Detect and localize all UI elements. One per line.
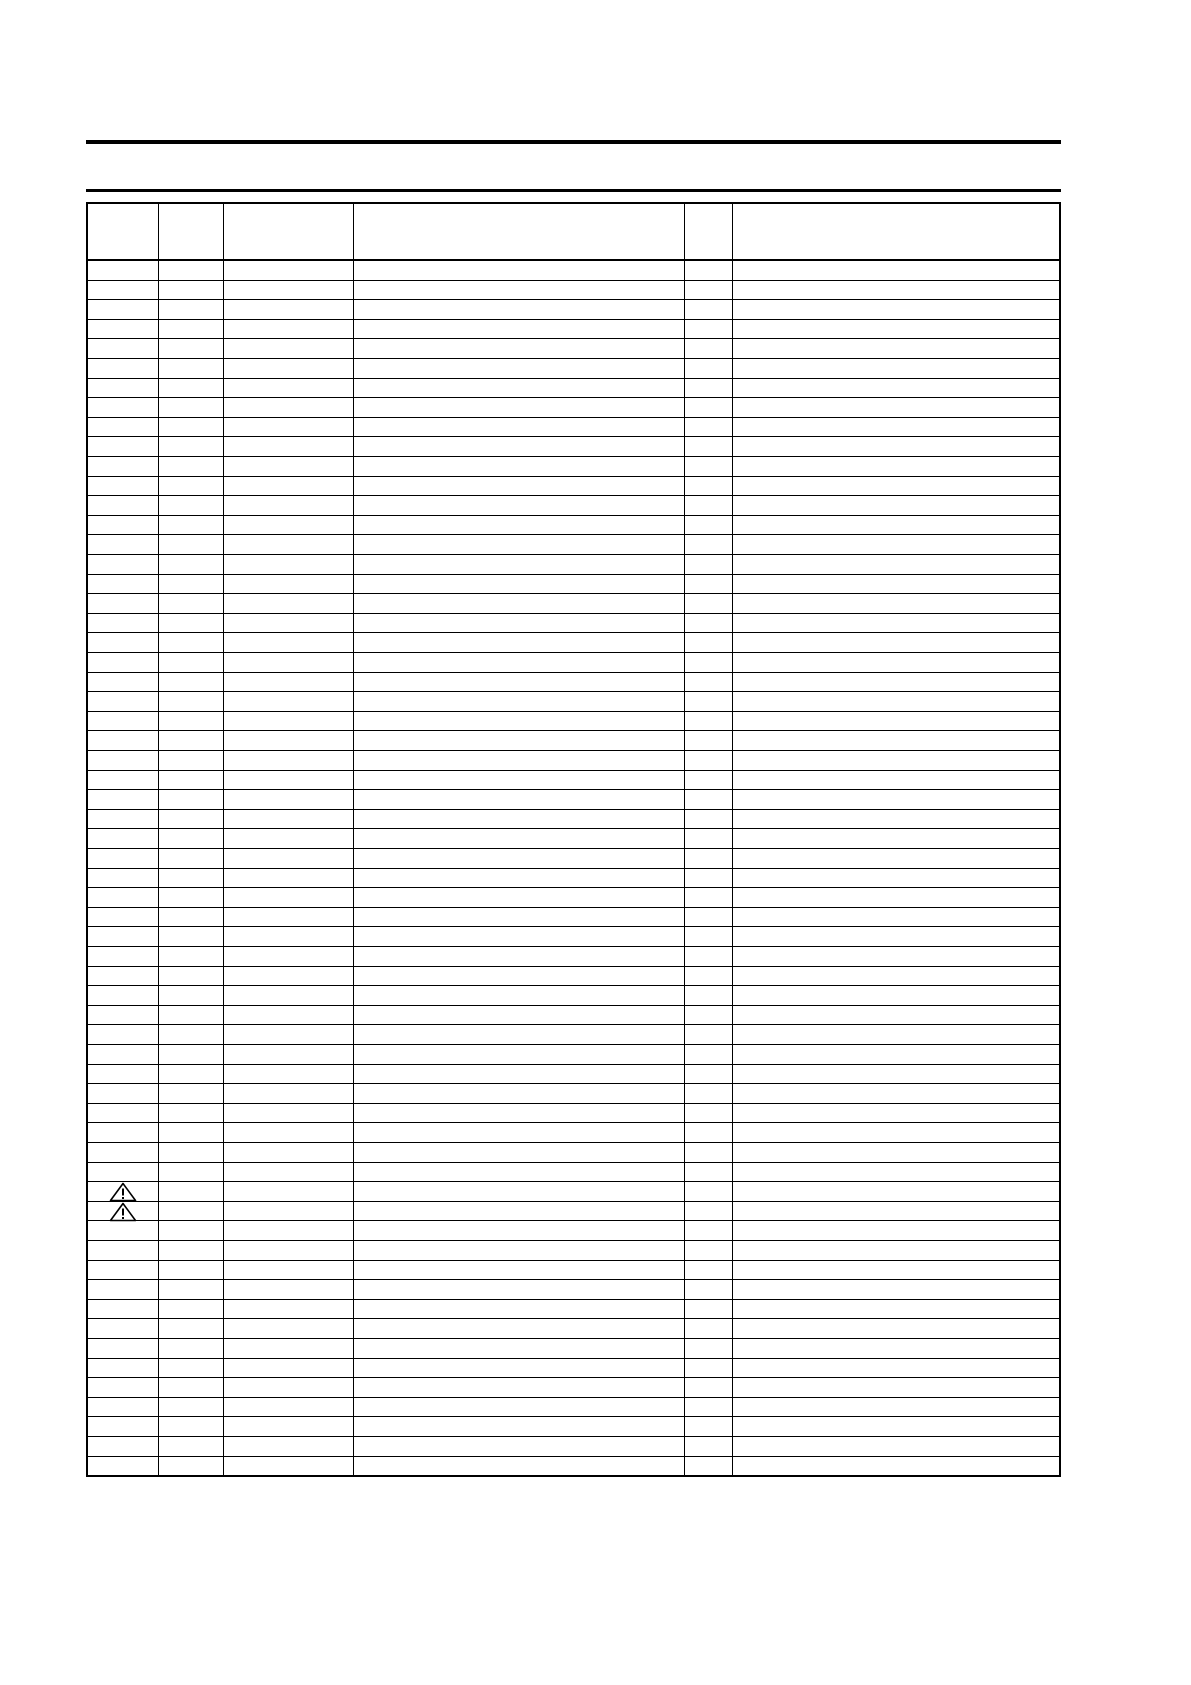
- table-row: [88, 1181, 1059, 1182]
- table-row: [88, 1103, 1059, 1104]
- table-row: [88, 887, 1059, 888]
- table-row: [88, 554, 1059, 555]
- table-row: [88, 1083, 1059, 1084]
- caution-triangle-icon: [109, 1202, 137, 1222]
- table-row: [88, 966, 1059, 967]
- table-row: [88, 907, 1059, 908]
- table-row: [88, 476, 1059, 477]
- table-row: [88, 1299, 1059, 1300]
- table-row: [88, 1044, 1059, 1045]
- table-row: [88, 456, 1059, 457]
- section-rule: [86, 189, 1061, 192]
- table-row: [88, 593, 1059, 594]
- table-row: [88, 534, 1059, 535]
- table-row: [88, 946, 1059, 947]
- table-row: [88, 770, 1059, 771]
- table-row: [88, 1122, 1059, 1123]
- table-row: [88, 515, 1059, 516]
- table-row: [88, 868, 1059, 869]
- table-row: [88, 750, 1059, 751]
- table-row: [88, 652, 1059, 653]
- table-row: [88, 711, 1059, 712]
- column-divider: [158, 204, 159, 1475]
- table-row: [88, 672, 1059, 673]
- table-header-row: [88, 204, 1059, 261]
- table-row: [88, 1456, 1059, 1457]
- table-row: [88, 1338, 1059, 1339]
- table-row: [88, 1201, 1059, 1202]
- table-row: [88, 299, 1059, 300]
- table-row: [88, 1318, 1059, 1319]
- column-divider: [732, 204, 733, 1475]
- column-divider: [684, 204, 685, 1475]
- table-row: [88, 280, 1059, 281]
- table-row: [88, 926, 1059, 927]
- table-row: [88, 632, 1059, 633]
- table-row: [88, 1279, 1059, 1280]
- table-row: [88, 358, 1059, 359]
- column-divider: [353, 204, 354, 1475]
- table-row: [88, 397, 1059, 398]
- parts-list-table: [86, 202, 1061, 1477]
- table-row: [88, 1397, 1059, 1398]
- top-rule: [86, 140, 1061, 144]
- table-row: [88, 436, 1059, 437]
- table-row: [88, 691, 1059, 692]
- table-row: [88, 1024, 1059, 1025]
- table-row: [88, 574, 1059, 575]
- table-row: [88, 1142, 1059, 1143]
- table-row: [88, 338, 1059, 339]
- table-row: [88, 1162, 1059, 1163]
- caution-triangle-icon: [109, 1182, 137, 1202]
- table-row: [88, 1260, 1059, 1261]
- table-row: [88, 1005, 1059, 1006]
- table-row: [88, 1220, 1059, 1221]
- table-row: [88, 1377, 1059, 1378]
- table-row: [88, 613, 1059, 614]
- table-row: [88, 809, 1059, 810]
- table-row: [88, 1240, 1059, 1241]
- table-row: [88, 985, 1059, 986]
- table-row: [88, 319, 1059, 320]
- table-row: [88, 789, 1059, 790]
- column-divider: [223, 204, 224, 1475]
- table-row: [88, 1064, 1059, 1065]
- table-row: [88, 495, 1059, 496]
- table-row: [88, 1416, 1059, 1417]
- table-row: [88, 828, 1059, 829]
- table-row: [88, 1436, 1059, 1437]
- table-row: [88, 378, 1059, 379]
- table-row: [88, 730, 1059, 731]
- table-row: [88, 417, 1059, 418]
- table-row: [88, 848, 1059, 849]
- table-row: [88, 1358, 1059, 1359]
